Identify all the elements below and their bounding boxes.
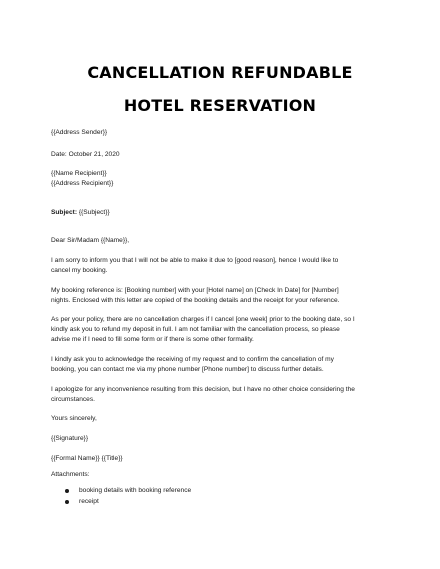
bullet-icon (65, 489, 69, 493)
paragraph-3-line-3: advise me if I need to fill some form or if there is some other formality. (51, 336, 254, 343)
document-title-line-1: CANCELLATION REFUNDABLE (87, 63, 353, 82)
subject-label: Subject: (51, 209, 78, 216)
paragraph-1-line-1: I am sorry to inform you that I will not be able to make it due to [good reason], hence I would like to (51, 257, 339, 264)
attachment-item: receipt (79, 498, 99, 505)
paragraph-2-line-2: nights. Enclosed with this letter are copied of the booking details and the receipt for your reference. (51, 297, 340, 304)
subject-line (51, 208, 391, 218)
address-recipient: {{Address Recipient}} (51, 180, 114, 187)
attachments-label: Attachments: (51, 471, 90, 478)
signature-placeholder: {{Signature}} (51, 435, 89, 442)
subject-value: {{Subject}} (77, 209, 110, 216)
bullet-icon (65, 500, 69, 504)
paragraph-3-line-2: kindly ask you to refund my deposit in full. I am not familiar with the cancellation process, so please (51, 326, 340, 333)
attachment-item: booking details with booking reference (79, 487, 192, 494)
formal-name-title: {{Formal Name}} {{Title}} (51, 455, 123, 462)
document-title-line-2: HOTEL RESERVATION (123, 96, 317, 115)
paragraph-3-line-1: As per your policy, there are no cancellation charges if I cancel [one week] prior to the booking date, so I (51, 316, 355, 323)
address-sender: {{Address Sender}} (51, 129, 108, 136)
paragraph-4-line-1: I kindly ask you to acknowledge the receiving of my request and to confirm the cancellation of my (51, 356, 334, 363)
name-recipient: {{Name Recipient}} (51, 170, 107, 177)
paragraph-1-line-2: cancel my booking. (51, 267, 108, 274)
letter-date: Date: October 21, 2020 (51, 151, 120, 158)
paragraph-2-line-1: My booking reference is: [Booking number] with your [Hotel name] on [Check In Date] for [Number] (51, 287, 339, 294)
paragraph-4-line-2: booking, you can contact me via my phone number [Phone number] to discuss further details. (51, 366, 324, 373)
paragraph-5-line-1: I apologize for any inconvenience resulting from this decision, but I have no other choice considering the (51, 386, 355, 393)
salutation: Dear Sir/Madam {{Name}}, (51, 237, 130, 244)
closing: Yours sincerely, (51, 415, 97, 422)
paragraph-5-line-2: circumstances. (51, 396, 95, 403)
